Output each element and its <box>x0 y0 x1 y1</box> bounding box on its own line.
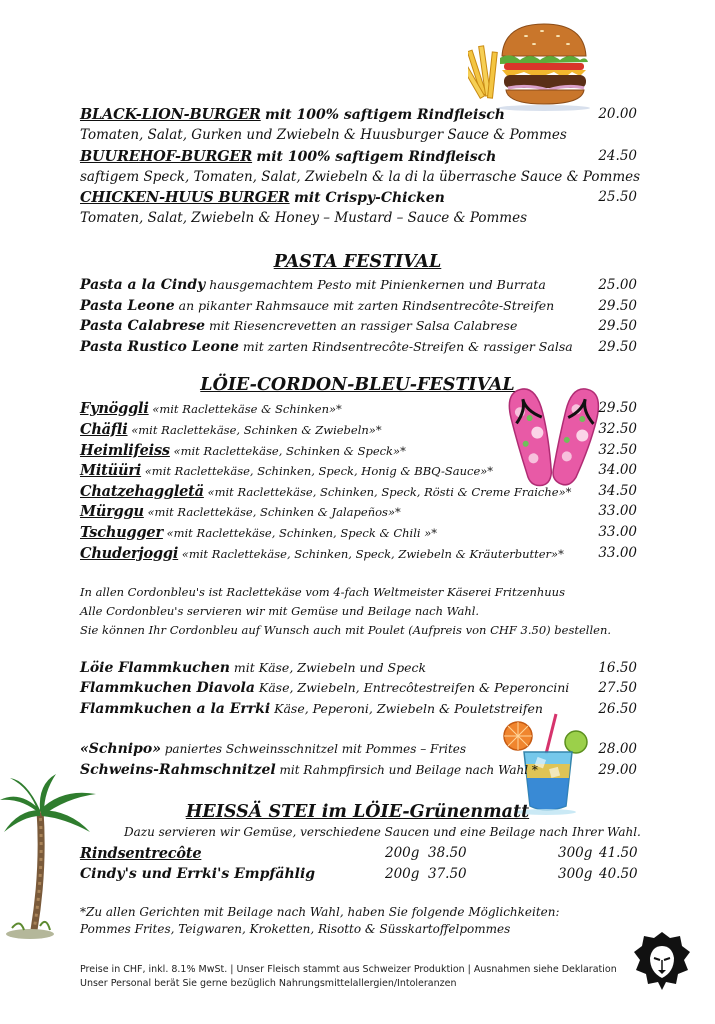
flammkuchen-3-desc: Käse, Peperoni, Zwiebeln & Pouletstreifen <box>270 701 543 716</box>
schnitzel-item-1 <box>80 741 466 757</box>
pasta-item-1 <box>80 277 546 293</box>
cordon-4-name: Mitüüri <box>80 462 142 479</box>
stone-heading: HEISSÄ STEI im LÖIE-Grünenmatt <box>185 802 530 822</box>
pasta-3-price: 29.50 <box>598 318 637 334</box>
burger-2-highlight: mit 100% saftigem Rindfleisch <box>256 149 497 165</box>
cordon-item-4 <box>80 462 493 479</box>
schnitzel-item-2 <box>80 762 538 778</box>
cordon-6-desc: «mit Raclettekäse, Schinken & Jalapeños»* <box>143 505 401 519</box>
burger-illustration <box>468 20 590 112</box>
cordon-3-desc: «mit Raclettekäse, Schinken & Speck»* <box>169 444 406 458</box>
pasta-1-desc: hausgemachtem Pesto mit Pinienkernen und Burrata <box>205 277 546 292</box>
schnitzel-2-price: 29.00 <box>598 762 637 778</box>
burger-2-price: 24.50 <box>598 148 637 164</box>
flammkuchen-2-name: Flammkuchen Diavola <box>80 680 255 696</box>
stone-1-price-large: 41.50 <box>599 845 638 861</box>
pasta-4-desc: mit zarten Rindsentrecôte-Streifen & rassiger Salsa <box>238 339 573 354</box>
pasta-3-desc: mit Riesencrevetten an rassiger Salsa Calabrese <box>204 318 518 333</box>
burger-3-desc: Tomaten, Salat, Zwiebeln & Honey – Mustard – Sauce & Pommes <box>80 210 527 226</box>
pasta-3-name: Pasta Calabrese <box>80 318 205 334</box>
flammkuchen-item-2 <box>80 680 569 696</box>
burger-1-desc: Tomaten, Salat, Gurken und Zwiebeln & Huusburger Sauce & Pommes <box>80 127 567 143</box>
cordon-1-desc: «mit Raclettekäse & Schinken»* <box>148 402 342 416</box>
flammkuchen-3-name: Flammkuchen a la Errki <box>80 701 271 717</box>
lion-logo <box>634 930 690 990</box>
stone-item-2-name <box>80 866 315 882</box>
pasta-1-price: 25.00 <box>598 277 637 293</box>
cordon-8-price: 33.00 <box>598 545 637 561</box>
sides-note: *Zu allen Gerichten mit Beilage nach Wahl, haben Sie folgende Möglichkeiten: <box>80 905 560 919</box>
stone-1-weight-large: 300g <box>558 845 593 861</box>
cordon-item-6 <box>80 503 401 520</box>
cordon-item-8 <box>80 545 564 562</box>
cordon-6-name: Mürggu <box>80 503 144 520</box>
cordon-item-5 <box>80 483 571 500</box>
flammkuchen-1-desc: mit Käse, Zwiebeln und Speck <box>229 660 427 675</box>
pasta-item-4 <box>80 339 573 355</box>
stone-subtitle: Dazu servieren wir Gemüse, verschiedene Saucen und eine Beilage nach Ihrer Wahl. <box>124 825 641 839</box>
pasta-2-name: Pasta Leone <box>80 298 175 314</box>
footer-line-2: Unser Personal berät Sie gerne bezüglich Nahrungsmittelallergien/Intoleranzen <box>80 978 457 989</box>
burger-3-name: CHICKEN-HUUS BURGER <box>80 189 290 206</box>
cordon-item-3 <box>80 442 406 459</box>
stone-2-name: Cindy's und Errki's Empfählig <box>80 866 316 882</box>
burger-1-title <box>80 106 505 123</box>
flammkuchen-item-1 <box>80 660 426 676</box>
burger-1-highlight: mit 100% saftigem Rindfleisch <box>265 107 505 123</box>
cordon-item-7 <box>80 524 437 541</box>
schnitzel-1-desc: paniertes Schweinsschnitzel mit Pommes – Frites <box>160 742 467 756</box>
pasta-item-2 <box>80 298 554 314</box>
schnitzel-1-name: «Schnipo» <box>80 741 161 757</box>
stone-1-price-small: 38.50 <box>428 845 467 861</box>
cordon-4-desc: «mit Raclettekäse, Schinken, Speck, Honig & BBQ-Sauce»* <box>141 464 494 478</box>
flipflops-illustration <box>508 380 600 492</box>
stone-item-1-name <box>80 845 201 862</box>
pasta-item-3 <box>80 318 517 334</box>
cordon-5-name: Chatzehaggletä <box>80 483 204 500</box>
cordon-1-price: 29.50 <box>598 400 637 416</box>
pasta-1-name: Pasta a la Cindy <box>80 277 206 293</box>
cordon-8-desc: «mit Raclettekäse, Schinken, Speck, Zwiebeln & Kräuterbutter»* <box>178 547 564 561</box>
cordon-8-name: Chuderjoggi <box>80 545 179 562</box>
schnitzel-2-name: Schweins-Rahmschnitzel <box>80 762 276 778</box>
pasta-heading: PASTA FESTIVAL <box>273 252 442 272</box>
stone-1-name: Rindsentrecôte <box>80 845 202 862</box>
sides-list: Pommes Frites, Teigwaren, Kroketten, Risotto & Süsskartoffelpommes <box>80 922 511 936</box>
burger-2-title <box>80 148 496 165</box>
cordon-note-2: Alle Cordonbleu's servieren wir mit Gemüse und Beilage nach Wahl. <box>80 604 480 618</box>
flammkuchen-2-price: 27.50 <box>598 680 637 696</box>
cordon-heading: LÖIE-CORDON-BLEU-FESTIVAL <box>200 375 515 395</box>
pasta-2-desc: an pikanter Rahmsauce mit zarten Rindsentrecôte-Streifen <box>174 298 555 313</box>
cordon-note-3: Sie können Ihr Cordonbleu auf Wunsch auch mit Poulet (Aufpreis von CHF 3.50) bestellen. <box>80 623 612 637</box>
cordon-5-price: 34.50 <box>598 483 637 499</box>
cordon-3-price: 32.50 <box>598 442 637 458</box>
cordon-7-desc: «mit Raclettekäse, Schinken, Speck & Chili »* <box>162 526 438 540</box>
cordon-2-price: 32.50 <box>598 421 637 437</box>
burger-3-title <box>80 189 445 206</box>
burger-1-price: 20.00 <box>598 106 637 122</box>
cordon-2-name: Chäfli <box>80 421 128 438</box>
stone-2-weight-large: 300g <box>558 866 593 882</box>
stone-2-price-large: 40.50 <box>599 866 638 882</box>
stone-1-weight-small: 200g <box>385 845 420 861</box>
pasta-4-name: Pasta Rustico Leone <box>80 339 239 355</box>
pasta-2-price: 29.50 <box>598 298 637 314</box>
cordon-note-1: In allen Cordonbleu's ist Raclettekäse vom 4-fach Weltmeister Käserei Fritzenhuus <box>80 585 565 599</box>
burger-3-highlight: mit Crispy-Chicken <box>293 190 445 206</box>
flammkuchen-1-price: 16.50 <box>598 660 637 676</box>
cordon-item-2 <box>80 421 382 438</box>
schnitzel-2-desc: mit Rahmpfirsich und Beilage nach Wahl * <box>275 763 538 777</box>
burger-2-name: BUUREHOF-BURGER <box>80 148 253 165</box>
cordon-7-name: Tschugger <box>80 524 163 541</box>
burger-3-price: 25.50 <box>598 189 637 205</box>
flammkuchen-1-name: Löie Flammkuchen <box>80 660 230 676</box>
schnitzel-1-price: 28.00 <box>598 741 637 757</box>
flammkuchen-2-desc: Käse, Zwiebeln, Entrecôtestreifen & Peperoncini <box>254 680 570 695</box>
cordon-7-price: 33.00 <box>598 524 637 540</box>
cordon-3-name: Heimlifeiss <box>80 442 170 459</box>
cordon-4-price: 34.00 <box>598 462 637 478</box>
flammkuchen-3-price: 26.50 <box>598 701 637 717</box>
stone-2-price-small: 37.50 <box>428 866 467 882</box>
footer-line-1: Preise in CHF, inkl. 8.1% MwSt. | Unser Fleisch stammt aus Schweizer Produktion | Ausnahmen siehe Deklaration <box>80 964 617 975</box>
burger-2-desc: saftigem Speck, Tomaten, Salat, Zwiebeln & la di la überrasche Sauce & Pommes <box>80 169 641 185</box>
stone-2-weight-small: 200g <box>385 866 420 882</box>
cordon-item-1 <box>80 400 342 417</box>
cordon-1-name: Fynöggli <box>80 400 149 417</box>
burger-1-name: BLACK-LION-BURGER <box>80 106 261 123</box>
flammkuchen-item-3 <box>80 701 543 717</box>
pasta-4-price: 29.50 <box>598 339 637 355</box>
cordon-5-desc: «mit Raclettekäse, Schinken, Speck, Rösti & Creme Fraiche»* <box>203 485 572 499</box>
cordon-6-price: 33.00 <box>598 503 637 519</box>
cordon-2-desc: «mit Raclettekäse, Schinken & Zwiebeln»* <box>127 423 382 437</box>
